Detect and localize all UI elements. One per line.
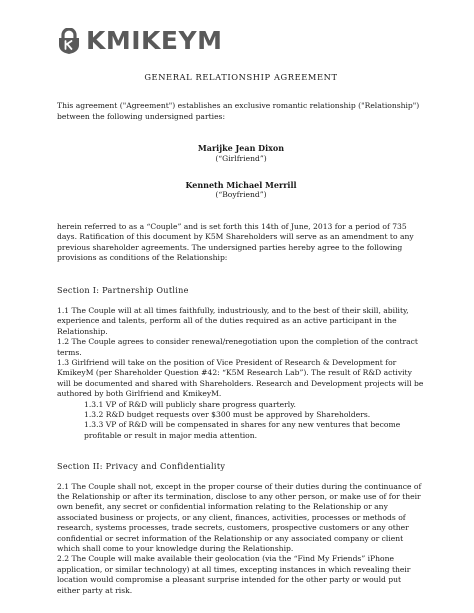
brand-name: KMIKEYM xyxy=(86,26,223,55)
party-girlfriend xyxy=(57,143,425,164)
party-name: Marijke Jean Dixon xyxy=(197,143,285,154)
padlock-shield-icon xyxy=(57,28,81,54)
brand-logo xyxy=(57,28,222,54)
subclause-1-3-3: 1.3.3 VP of R&D will be compensated in shares for any new ventures that become profitable or result in major media attention. xyxy=(84,420,401,440)
section-spacer xyxy=(57,441,425,461)
clause-1-2: 1.2 The Couple agrees to consider renewal/renegotiation upon the completion of the contract terms. xyxy=(57,337,418,357)
party-role: (“Girlfriend”) xyxy=(215,153,267,163)
recital-paragraph: herein referred to as a “Couple” and is set forth this 14th of June, 2013 for a period of 735 days. Ratification of this document by K5M Shareholders will serve as an amendment to any previous shareholder agreements. The undersigned parties hereby agree to the following provisions as conditions of the Relationship: xyxy=(57,221,414,263)
agreement-body xyxy=(57,72,425,596)
section-partnership-outline xyxy=(57,285,425,441)
section-heading: Section II: Privacy and Confidentiality xyxy=(57,461,226,472)
clause-1-1: 1.1 The Couple will at all times faithfully, industriously, and to the best of their skill, ability, experience and talents, perform all of the duties required as an active participant in the Relationship. xyxy=(57,305,409,336)
section-privacy-confidentiality xyxy=(57,461,425,596)
document-title: GENERAL RELATIONSHIP AGREEMENT xyxy=(144,72,338,82)
clause-1-3: 1.3 Girlfriend will take on the position of Vice President of Research & Development for KmikeyM (per Shareholder Question #42: “K5M Research Lab”). The result of R&D activity will be documented and shared with Shareholders. Research and Development projects will be authored by both Girlfriend and KmikeyM. xyxy=(57,357,424,399)
section-heading: Section I: Partnership Outline xyxy=(57,285,189,296)
subclause-1-3-1: 1.3.1 VP of R&D will publicly share progress quarterly. xyxy=(84,399,296,409)
party-name: Kenneth Michael Merrill xyxy=(185,180,297,191)
party-boyfriend xyxy=(57,180,425,201)
intro-paragraph: This agreement ("Agreement") establishes an exclusive romantic relationship ("Relationship") between the following undersigned parties: xyxy=(57,101,420,121)
party-role: (“Boyfriend”) xyxy=(215,190,267,200)
clause-2-2: 2.2 The Couple will make available their geolocation (via the “Find My Friends” iPhone application, or similar technology) at all times, excepting instances in which revealing their location would compromise a pleasant surprise intended for the other party or would put either party at risk. xyxy=(57,554,411,595)
clause-2-1: 2.1 The Couple shall not, except in the proper course of their duties during the continuance of the Relationship or after its termination, disclose to any other person, or make use of for their own benefit, any secret or confidential information relating to the Relationship or any associated business or projects, or any client, finances, activities, processes or methods of research, systems processes, trade secrets, customers, prospective customers or any other confidential or secret information of the Relationship or any associated company or client which shall come to your knowledge during the Relationship. xyxy=(57,481,422,553)
subclause-1-3-2: 1.3.2 R&D budget requests over $300 must be approved by Shareholders. xyxy=(84,409,371,419)
